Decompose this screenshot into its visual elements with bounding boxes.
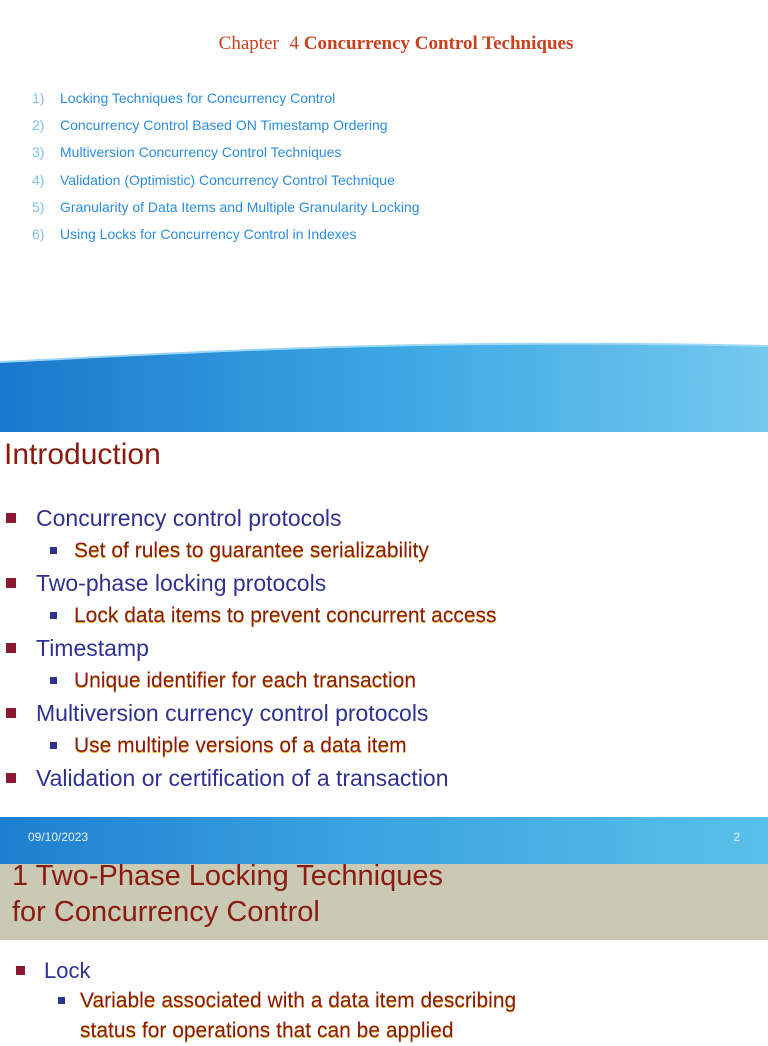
slide-title-line: for Concurrency Control [12,896,320,928]
bullet-text: Multiversion currency control protocols [36,700,429,726]
toc-item-label[interactable]: Multiversion Concurrency Control Techniques [60,144,342,161]
toc-item-number: 3) [32,144,45,161]
slide-title [12,858,443,930]
slide-two-phase-locking [0,860,768,1042]
slide-title: Introduction [4,438,161,471]
toc-item-label[interactable]: Concurrency Control Based ON Timestamp Ordering [60,117,388,134]
square-bullet-icon [50,547,57,554]
toc-item[interactable] [32,115,420,142]
bullet-item [0,502,768,535]
sub-bullet-text: Variable associated with a data item describing [80,989,517,1012]
toc-item-number: 2) [32,117,45,134]
bullet-text: Timestamp [36,635,149,661]
bullet-item [0,956,768,986]
bullet-text: Concurrency control protocols [36,505,342,531]
bullet-item [0,567,768,600]
sub-bullet-text: Use multiple versions of a data item [74,734,407,757]
chapter-name: Concurrency Control Techniques [303,33,574,54]
toc-item-label[interactable]: Locking Techniques for Concurrency Control [60,90,336,106]
chapter-title [0,33,768,55]
sub-bullet-item [0,986,768,1016]
sub-bullet-text: status for operations that can be applied [80,1019,454,1042]
square-bullet-icon [6,643,16,653]
toc-item-number: 6) [32,225,45,242]
sub-bullet-text: Set of rules to guarantee serializability [74,539,429,562]
bullet-text: Lock [44,958,91,983]
slide-footer [0,817,768,864]
title-band [0,860,768,940]
footer-date: 09/10/2023 [28,830,89,844]
toc-item-number: 4) [32,171,45,188]
toc-item-label[interactable]: Validation (Optimistic) Concurrency Control Technique [60,171,395,188]
square-bullet-icon [50,742,57,749]
table-of-contents [32,88,420,251]
sub-bullet-item [0,600,768,632]
page-number: 2 [733,830,740,844]
sub-bullet-text: Lock data items to prevent concurrent access [74,604,497,627]
toc-item-number: 5) [32,198,45,215]
bullet-text: Validation or certification of a transaction [36,765,449,791]
bullet-list [0,502,768,795]
toc-item[interactable] [32,197,420,224]
bullet-text: Two-phase locking protocols [36,570,327,596]
toc-item[interactable] [32,142,420,169]
toc-item[interactable] [32,170,420,197]
sub-bullet-item [0,535,768,567]
toc-item-label[interactable]: Granularity of Data Items and Multiple Granularity Locking [60,198,420,215]
square-bullet-icon [50,677,57,684]
bullet-item [0,632,768,665]
square-bullet-icon [6,513,16,523]
toc-item-label[interactable]: Using Locks for Concurrency Control in Indexes [60,225,357,242]
bullet-item [0,762,768,795]
square-bullet-icon [50,612,57,619]
square-bullet-icon [6,708,16,718]
slide-introduction [0,432,768,864]
toc-item[interactable] [32,224,420,251]
square-bullet-icon [6,578,16,588]
slide-title-line: 1 Two-Phase Locking Techniques [12,860,443,892]
bullet-item [0,697,768,730]
chapter-prefix: Chapter [218,33,279,54]
bullet-list [0,956,768,1046]
square-bullet-icon [16,966,25,975]
toc-item-number: 1) [32,90,45,106]
sub-bullet-item [0,730,768,762]
chapter-number: 4 [289,33,300,54]
decorative-wave [0,340,768,432]
sub-bullet-item [0,665,768,697]
toc-item[interactable] [32,88,420,115]
slide-chapter-overview [0,0,768,432]
square-bullet-icon [6,773,16,783]
square-bullet-icon [58,997,65,1004]
sub-bullet-continuation [0,1016,768,1046]
sub-bullet-text: Unique identifier for each transaction [74,669,417,692]
